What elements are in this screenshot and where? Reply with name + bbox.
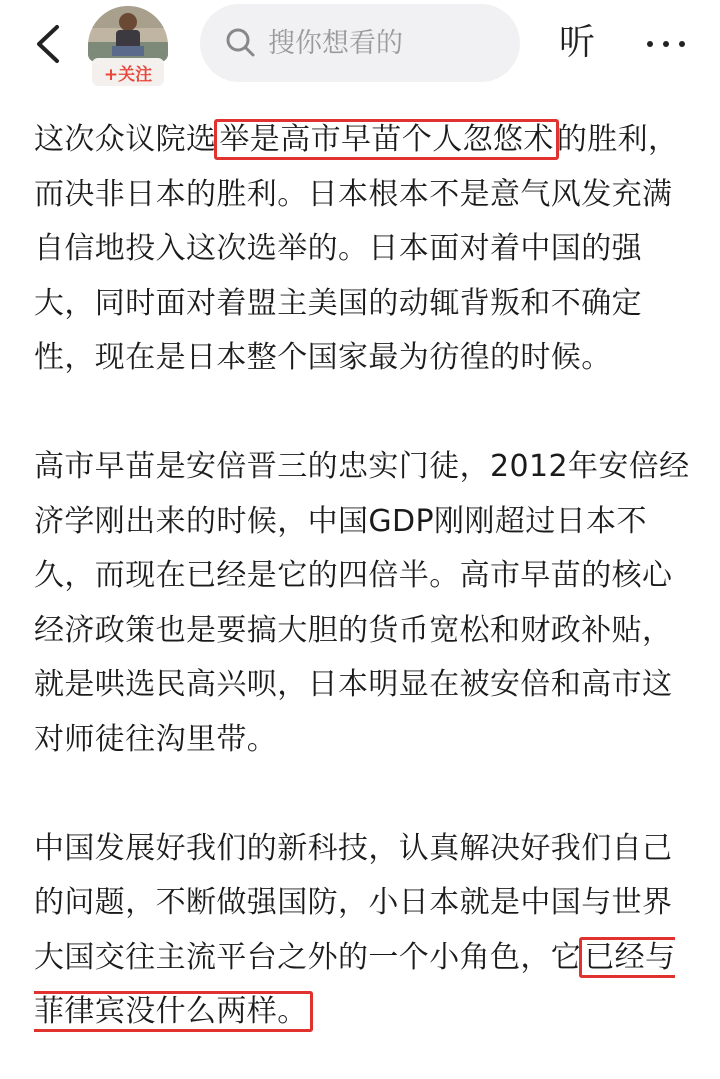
more-horizontal-icon	[663, 41, 669, 47]
author-avatar-group[interactable]	[88, 6, 168, 84]
article-paragraph-2: 高市早苗是安倍晋三的忠实门徒，2012年安倍经济学刚出来的时候，中国GDP刚刚超过日本不久，而现在已经是它的四倍半。高市早苗的核心经济政策也是要搞大胆的货币宽松和财政补贴，就是哄选民高兴呗，日本明显在被安倍和高市这对师徒往沟里带。	[34, 449, 690, 757]
text-segment: 的胜利，而决非日本的胜利。日本根本不是意气风发充满自信地投入这次选举的。日本面对着中国的强大，同时面对着盟主美国的动辄背叛和不确定性，现在是日本整个国家最为彷徨的时候。	[34, 122, 679, 375]
more-horizontal-icon	[679, 41, 685, 47]
chevron-left-icon	[33, 24, 63, 64]
avatar[interactable]	[88, 6, 168, 62]
text-segment: 中国发展好我们的新科技，认真解决好我们自己的问题，不断做强国防，小日本就是中国与世界大国交往主流平台之外的一个小角色，它	[34, 830, 673, 975]
article-body	[34, 113, 694, 1040]
highlighted-phrase: 已经与菲律宾没什么两样。	[34, 937, 675, 1033]
more-horizontal-icon	[647, 41, 653, 47]
follow-button[interactable]: +关注	[92, 58, 164, 86]
article-paragraph-3	[34, 822, 694, 1040]
back-button[interactable]	[28, 22, 68, 66]
listen-button[interactable]: 听	[558, 22, 595, 63]
search-bar[interactable]	[200, 4, 520, 82]
search-input[interactable]	[266, 27, 510, 60]
article-paragraph-1	[34, 113, 694, 386]
more-button[interactable]	[636, 22, 696, 66]
highlighted-phrase: 举是高市早苗个人忽悠术	[214, 119, 558, 160]
text-segment: 这次众议院选	[34, 122, 217, 157]
search-icon	[224, 26, 258, 60]
top-navigation-bar	[0, 0, 720, 92]
